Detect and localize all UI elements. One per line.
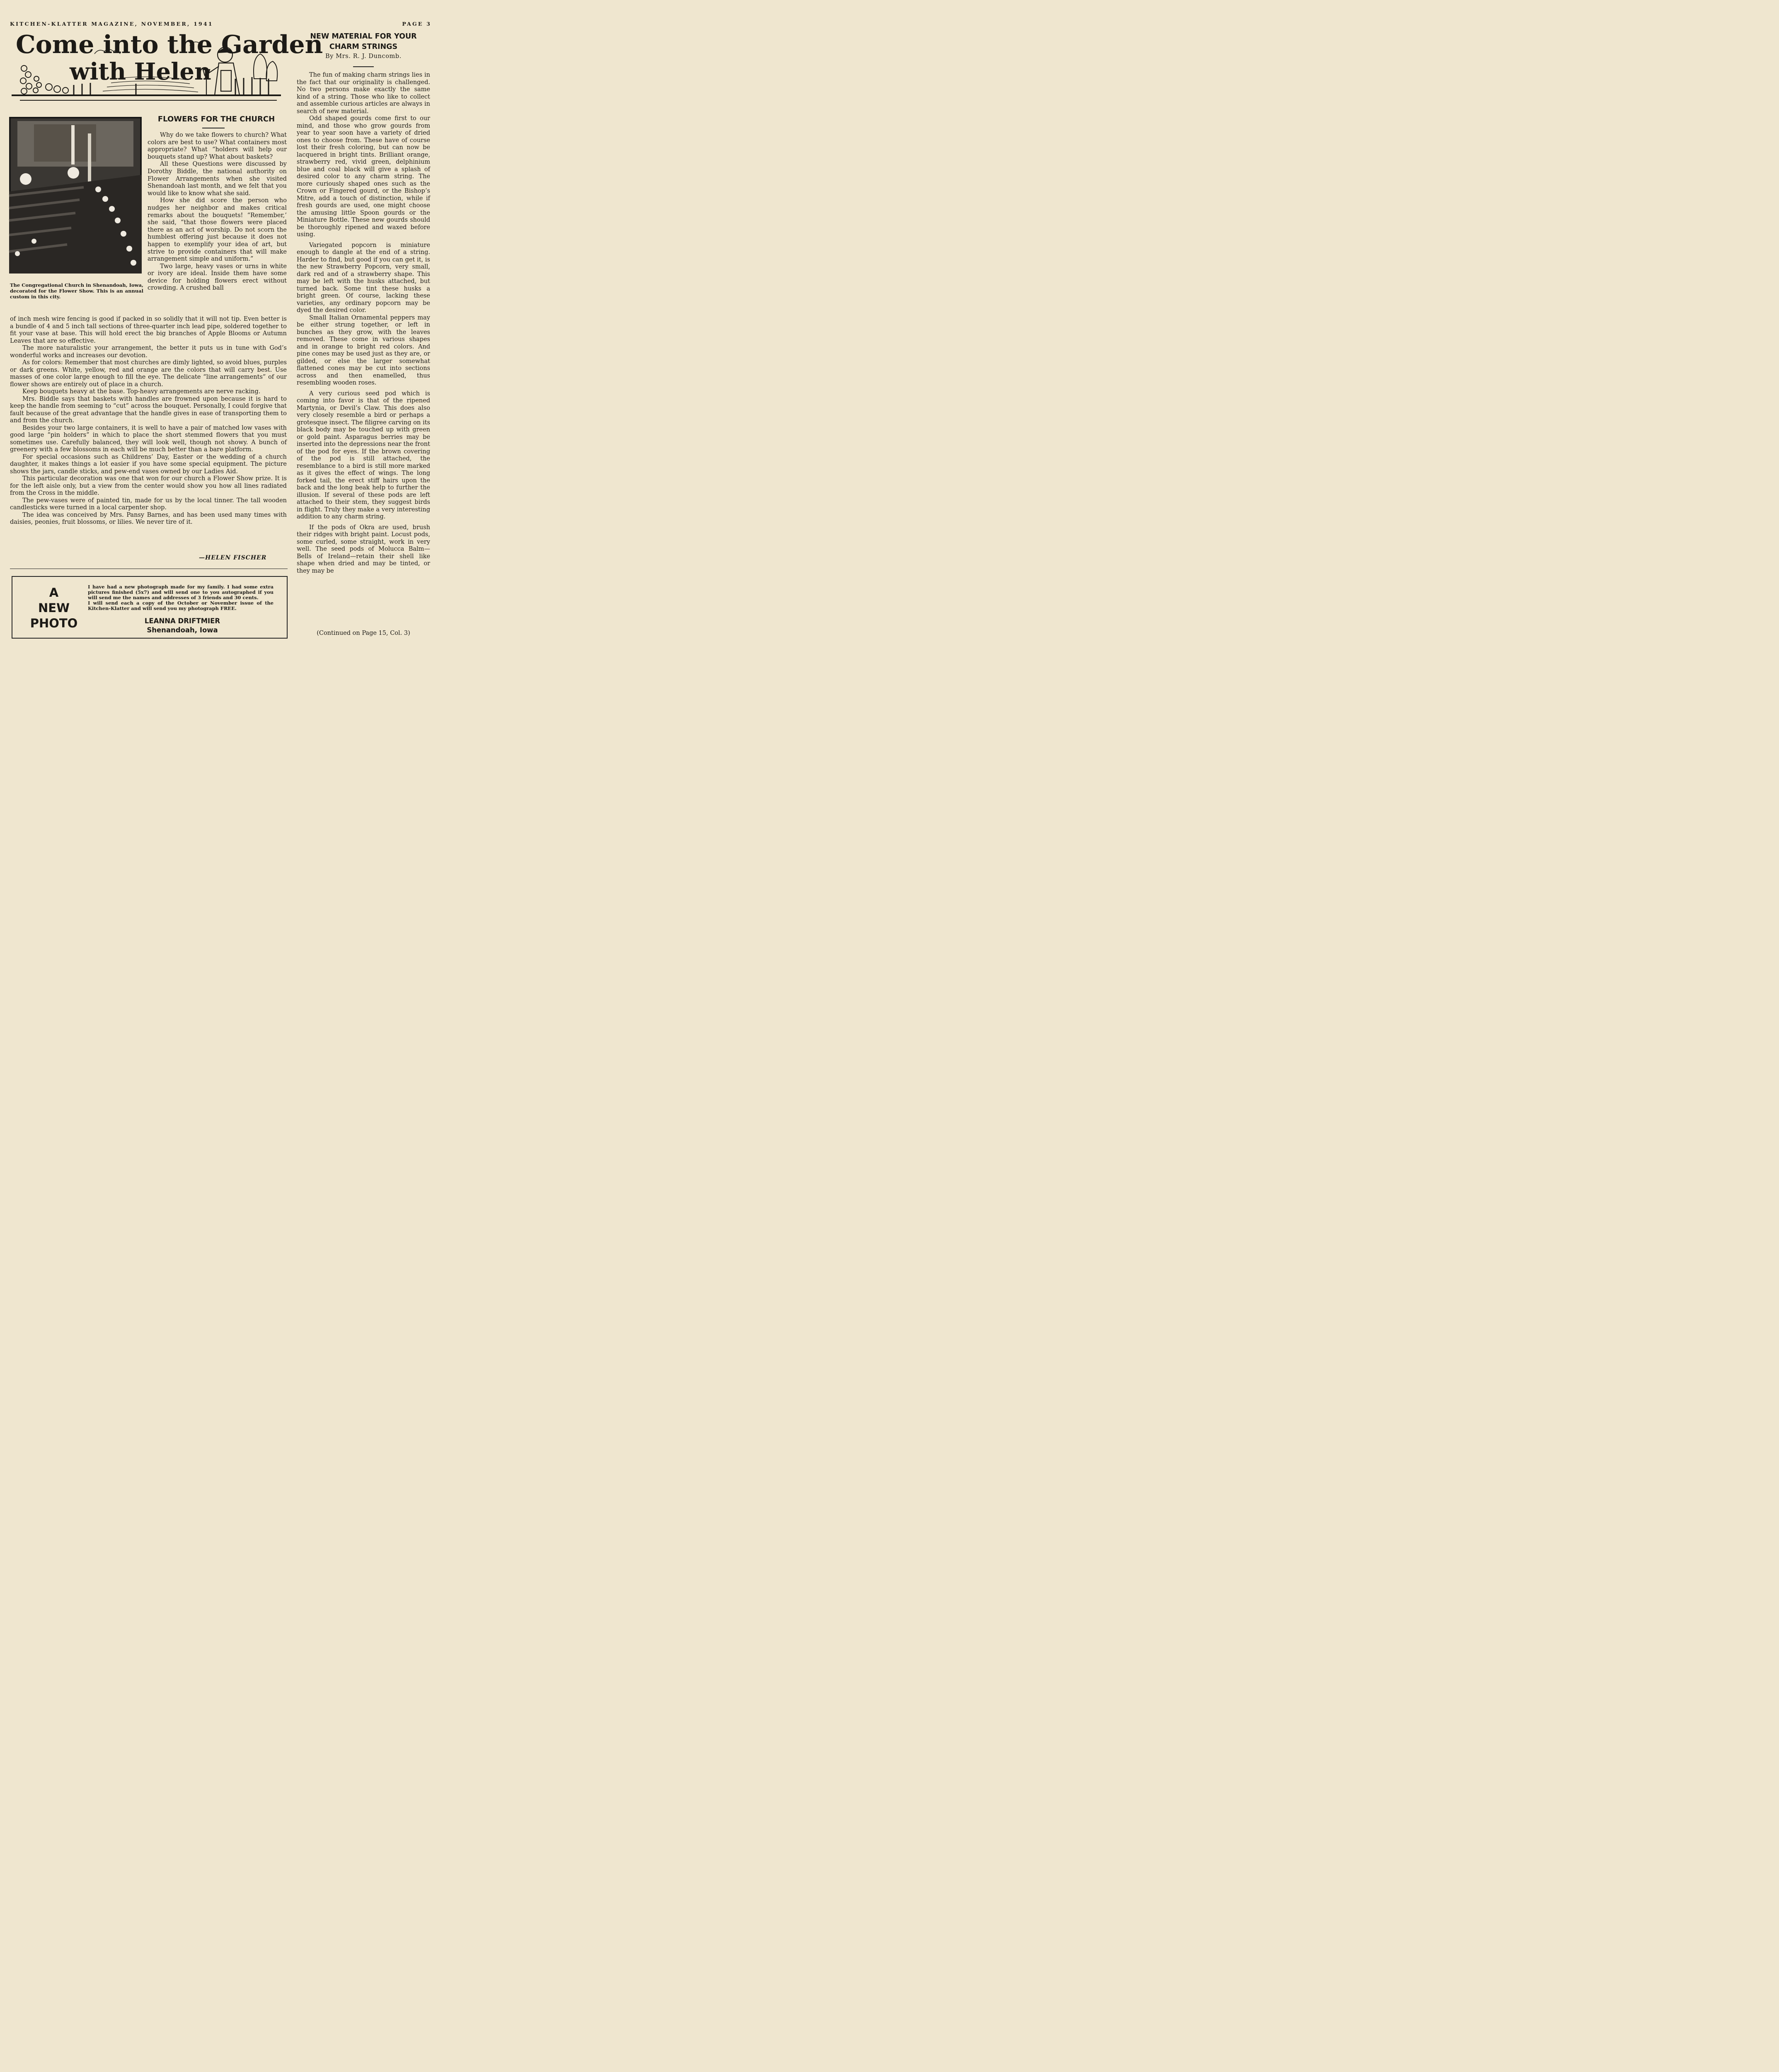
charm-article-body — [297, 72, 430, 575]
paragraph: The idea was conceived by Mrs. Pansy Barnes, and has been used many times with daisies, peonies, fruit blossoms, or lilies. We never tire of it. — [10, 511, 287, 525]
paragraph: Why do we take flowers to church? What colors are best to use? What containers most appropriate? What “holders will help our bouquets stand up? What about baskets? — [148, 132, 287, 160]
paragraph: The pew-vases were of painted tin, made for us by the local tinner. The tall wooden candlesticks were turned in a local carpenter shop. — [10, 497, 287, 511]
ad-title-line: A — [49, 586, 59, 600]
ad-place: Shenandoah, Iowa — [147, 626, 218, 634]
ad-name: LEANNA DRIFTMIER — [144, 617, 220, 625]
paragraph: Keep bouquets heavy at the base. Top-heavy arrangements are nerve racking. — [22, 388, 261, 395]
church-interior-image — [9, 117, 142, 274]
photo-caption: The Congregational Church in Shenandoah, Iowa, decorated for the Flower Show. This is an annual custom in this city. — [10, 282, 143, 300]
ad-text: I will send each a copy of the October or November issue of the Kitchen-Klatter and will send you my photograph FREE. — [88, 600, 274, 611]
masthead-line1: Come into the Garden — [16, 30, 323, 59]
paragraph: The fun of making charm strings lies in the fact that our originality is challenged. No two persons make exactly the same kind of a string. Those who like to collect and assemble curious articles are always in search of new material. — [297, 72, 430, 115]
paragraph: How she did score the person who nudges her neighbor and makes critical remarks about the bouquets! “Remember,’ she said, “that those flowers were placed there as an act of worship. Do not scorn the humblest offering just because it does not happen to exemplify your idea of art, but strive to provide containers that will make arrangement simple and uniform.” — [148, 197, 287, 263]
paragraph: Two large, heavy vases or urns in white or ivory are ideal. Inside them have some device for holding flowers erect without crowding. A crushed ball — [148, 263, 287, 292]
title-line: CHARM STRINGS — [329, 43, 398, 51]
garden-masthead — [12, 29, 323, 103]
page-number: PAGE 3 — [402, 21, 431, 27]
paragraph: Besides your two large containers, it is well to have a pair of matched low vases with good large “pin holders” in which to place the short stemmed flowers that you must sometimes use. Carefully balanced, they will look well, though not showy. A bunch of greenery with a few blossoms in each will be much better than a bare platform. — [10, 424, 287, 453]
church-article-title: FLOWERS FOR THE CHURCH — [157, 115, 275, 123]
paragraph: This particular decoration was one that won for our church a Flower Show prize. It is for the left aisle only, but a view from the center would show you how all lines radiated from the Cross in the middle. — [10, 475, 287, 496]
ad-text: I have had a new photograph made for my family. I had some extra pictures finished (5x7) and will send one to you autographed if you will send me the names and addresses of 3 friends and 30 cents. — [88, 584, 274, 600]
paragraph: Mrs. Biddle says that baskets with handles are frowned upon because it is hard to keep the handle from seeming to “cut” across the bouquet. Personally, I could forgive that fault because of the great advantage that the handle gives in ease of transporting them to and from the church. — [10, 395, 287, 424]
garden-illustration — [12, 29, 323, 103]
title-rule — [353, 66, 374, 67]
paragraph: For special occasions such as Childrens’ Day, Easter or the wedding of a church daughter, it makes things a lot easier if you have some special equipment. The picture shows the jars, candle sticks, and pew-end vases owned by our Ladies Aid. — [10, 453, 287, 475]
paragraph: Odd shaped gourds come first to our mind, and those who grow gourds from year to year soon have a variety of dried ones to choose from. These have of course lost their fresh coloring, but can now be lacquered in bright tints. Brilliant orange, strawberry red, vivid green, delphinium blue and coal black will give a splash of desired color to any charm string. The more curiously shaped ones such as the Crown or Fingered gourd, or the Bishop’s Mitre, add a touch of distinction, while if fresh gourds are used, one might choose the amusing little Spoon gourds or the Miniature Bottle. These new gourds should be thoroughly ripened and waxed before using. — [297, 115, 430, 238]
masthead-line2: with Helen — [70, 58, 211, 85]
paragraph: All these Questions were discussed by Dorothy Biddle, the national authority on Flower Arrangements when she visited Shenandoah last month, and we felt that you would like to know what she said. — [148, 161, 287, 197]
church-article-body — [10, 316, 287, 526]
photo-advertisement — [12, 576, 288, 639]
ad-title — [21, 585, 87, 631]
magazine-page — [0, 0, 445, 650]
ad-signature — [137, 617, 228, 635]
paragraph: As for colors: Remember that most churches are dimly lighted, so avoid blues, purples or dark greens. White, yellow, red and orange are the colors that will carry best. Use masses of one color large enough to fill the eye. The delicate “line arrangements” of our flower shows are entirely out of place in a church. — [10, 359, 287, 388]
charm-article-title — [297, 31, 430, 52]
author-signature: —HELEN FISCHER — [199, 554, 267, 561]
ad-body — [88, 584, 274, 611]
paragraph: A very curious seed pod which is coming into favor is that of the ripened Martynia, or Devil’s Claw. This does also very closely resemble a bird or perhaps a grotesque insect. The filigree carving on its black body may be touched up with green or gold paint. Asparagus berries may be inserted into the depressions near the front of the pod for eyes. If the brown covering of the pod is still attached, the resemblance to a bird is still more marked as it gives the effect of wings. The long forked tail, the erect stiff hairs upon the back and the long beak help to further the illusion. If several of these pods are left attached to their stem, they suggest birds in flight. Truly they make a very interesting addition to any charm string. — [297, 390, 430, 520]
title-line: NEW MATERIAL FOR YOUR — [310, 32, 417, 41]
running-head: KITCHEN-KLATTER MAGAZINE, NOVEMBER, 1941 — [10, 21, 213, 27]
church-photo — [9, 117, 142, 274]
paragraph: The more naturalistic your arrangement, the better it puts us in tune with God’s wonderful works and increases our devotion. — [10, 345, 287, 359]
byline: By Mrs. R. J. Duncomb. — [325, 53, 402, 60]
church-article-intro — [148, 132, 287, 292]
paragraph: of inch mesh wire fencing is good if packed in so solidly that it will not tip. Even better is a bundle of 4 and 5 inch tall sections of three-quarter inch lead pipe, soldered together to fit your vase at base. This will hold erect the big branches of Apple Blooms or Autumn Leaves that are so effective. — [10, 316, 287, 344]
ad-title-line: PHOTO — [30, 616, 78, 630]
ad-title-line: NEW — [38, 601, 70, 615]
paragraph: Small Italian Ornamental peppers may be either strung together, or left in bunches as they grow, with the leaves removed. These come in various shapes and in orange to bright red colors. And pine cones may be used just as they are, or gilded, or else the larger somewhat flattened cones may be cut into sections across and then enamelled, thus resembling wooden roses. — [297, 314, 430, 386]
paragraph: Variegated popcorn is miniature enough to dangle at the end of a string. Harder to find, but good if you can get it, is the new Strawberry Popcorn, very small, dark red and of a strawberry shape. This may be left with the husks attached, but turned back. Some tint these husks a bright green. Of course, lacking these varieties, any ordinary popcorn may be dyed the desired color. — [297, 242, 430, 314]
continued-note: (Continued on Page 15, Col. 3) — [317, 630, 410, 637]
paragraph: If the pods of Okra are used, brush their ridges with bright paint. Locust pods, some curled, some straight, work in very well. The seed pods of Molucca Balm—Bells of Ireland—retain their shell like shape when dried and may be tinted, or they may be — [297, 524, 430, 574]
